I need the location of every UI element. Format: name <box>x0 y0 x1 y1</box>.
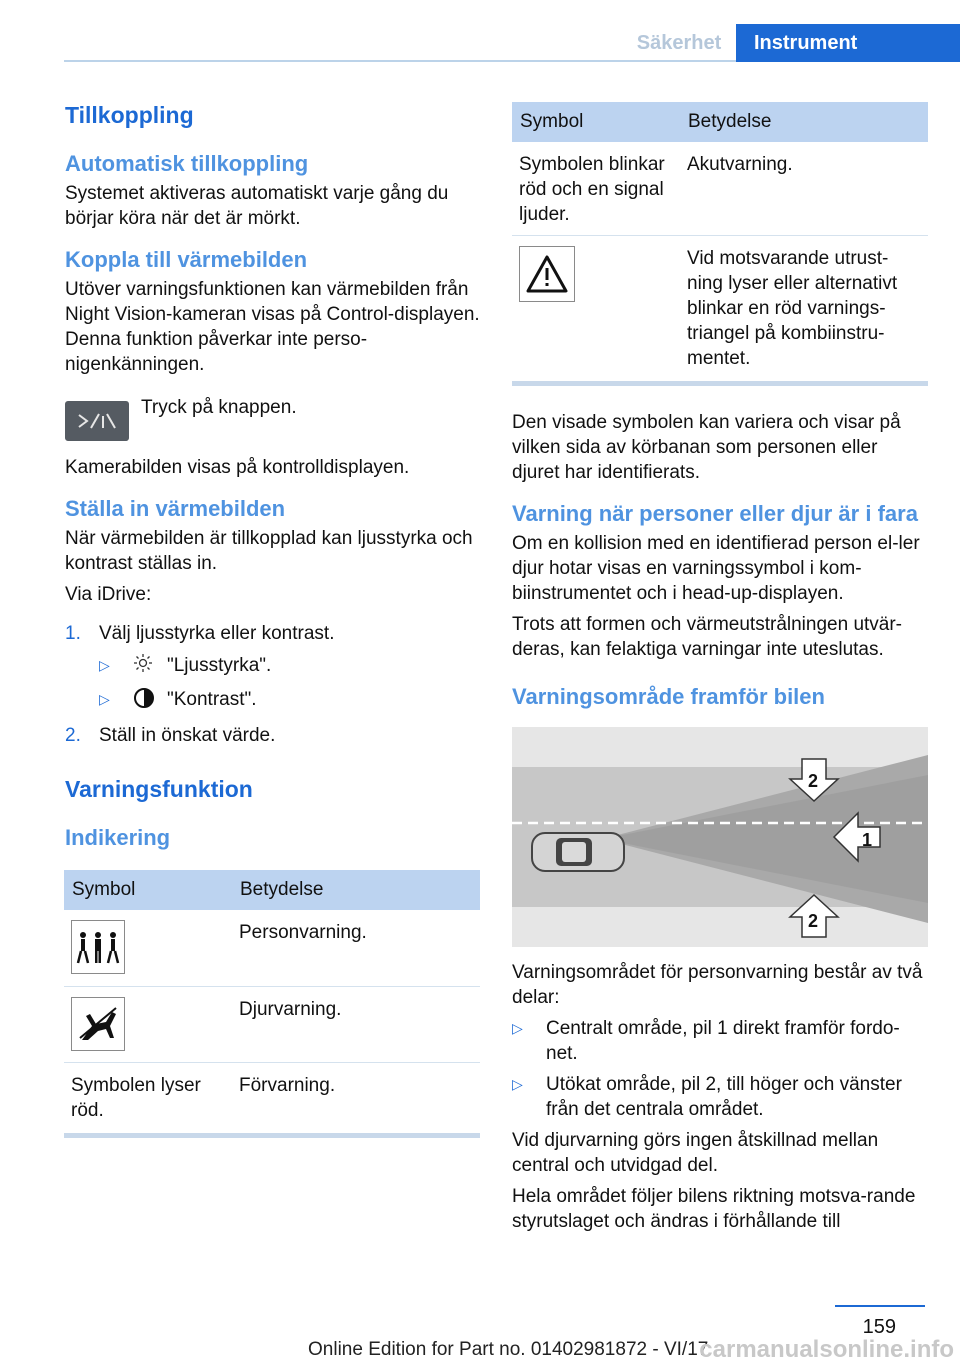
footer-rule <box>835 1305 925 1307</box>
step-text: Ställ in önskat värde. <box>99 725 276 746</box>
press-button-text: Tryck på knappen. <box>141 397 297 418</box>
right-column <box>512 102 928 1234</box>
table-header-row <box>512 102 928 142</box>
para-camera: Kamerabilden visas på kontrolldisplayen. <box>65 457 410 478</box>
meaning-prewarning: Förvarning. <box>239 1074 336 1096</box>
heading-varningsfunktion: Varningsfunktion <box>65 776 253 802</box>
list-item <box>65 621 481 646</box>
contrast-icon <box>133 687 167 716</box>
steps-list <box>65 621 481 748</box>
table-end-rule <box>64 1133 480 1138</box>
step-text: Välj ljusstyrka eller kontrast. <box>99 623 335 644</box>
para-omrade: Varningsområdet för personvarning består av två delar: <box>512 962 923 1008</box>
bullet-text: Utökat område, pil 2, till höger och vänster från det centrala området. <box>546 1074 902 1120</box>
heading-indikering: Indikering <box>65 825 171 850</box>
table-row <box>64 1062 480 1133</box>
para-stalla: När värmebilden är tillkopplad kan ljusstyrka och kontrast ställas in. <box>65 528 473 574</box>
symbol-red-text: Symbolen lyser röd. <box>71 1074 201 1121</box>
para-djur: Vid djurvarning görs ingen åtskillnad mellan central och utvidgad del. <box>512 1130 879 1176</box>
col-symbol: Symbol <box>64 870 232 910</box>
col-meaning: Betydelse <box>680 102 928 142</box>
para-fara1: Om en kollision med en identifierad person el-ler djur hotar visas en varningssymbol i kom-biinstrumentet och i head-up-displayen. <box>512 533 920 604</box>
svg-text:1: 1 <box>862 830 873 850</box>
edition-text: Online Edition for Part no. 01402981872 - VI/17 <box>308 1339 709 1360</box>
list-item <box>65 723 481 748</box>
heading-automatic: Automatisk tillkoppling <box>65 151 309 176</box>
sub-item-contrast: "Kontrast". <box>167 689 257 710</box>
col-symbol: Symbol <box>512 102 680 142</box>
list-item <box>512 1072 928 1122</box>
watermark: carmanualsonline.info <box>699 1336 954 1363</box>
svg-text:2: 2 <box>808 771 819 791</box>
symbol-table <box>512 102 928 381</box>
table-row <box>512 236 928 382</box>
para-fara2: Trots att formen och värmeutstrålningen utvär-deras, kan felaktiga varningar inte uteslutas. <box>512 614 903 660</box>
svg-text:2: 2 <box>808 911 819 931</box>
meaning-acute: Akutvarning. <box>680 142 928 236</box>
list-item <box>512 1016 928 1066</box>
para-koppla: Utöver varningsfunktionen kan värmebilden från Night Vision-kameran visas på Control-displayen. Denna funktion påverkar inte perso-nigenkänningen. <box>65 279 480 375</box>
list-item <box>65 653 481 680</box>
sub-item-brightness: "Ljusstyrka". <box>167 655 272 676</box>
active-tab[interactable]: Instrument <box>736 24 960 62</box>
list-item <box>65 687 481 716</box>
step-number: 2. <box>65 725 81 746</box>
heading-tillkoppling: Tillkoppling <box>65 102 194 128</box>
heading-fara: Varning när personer eller djur är i fara <box>512 501 918 526</box>
meaning-person: Personvarning. <box>232 910 480 986</box>
bullet-triangle-icon: ▷ <box>512 1020 523 1036</box>
button-row <box>65 395 481 441</box>
night-vision-button-icon <box>65 401 129 441</box>
person-warning-icon <box>71 920 125 974</box>
heading-koppla: Koppla till värmebilden <box>65 247 308 272</box>
table-row <box>64 986 480 1062</box>
bullet-triangle-icon: ▷ <box>99 691 110 707</box>
animal-warning-icon <box>71 997 125 1051</box>
left-column <box>65 100 481 1138</box>
heading-stalla: Ställa in värmebilden <box>65 496 286 521</box>
step-number: 1. <box>65 623 81 644</box>
car-icon <box>532 833 624 871</box>
page-number: 159 <box>862 1316 896 1338</box>
heading-omrade: Varningsområde framför bilen <box>512 684 825 709</box>
bullet-text: Centralt område, pil 1 direkt framför fordo-net. <box>546 1018 900 1064</box>
brightness-icon <box>133 653 167 680</box>
warning-triangle-icon <box>519 246 575 302</box>
section-tab[interactable]: Säkerhet <box>636 32 722 54</box>
page-header <box>0 0 960 62</box>
bullet-list <box>512 1016 928 1122</box>
col-meaning: Betydelse <box>232 870 480 910</box>
para-symbol: Den visade symbolen kan variera och visar på vilken sida av körbanan som personen eller djuret har identifierats. <box>512 412 901 483</box>
para-automatic: Systemet aktiveras automatiskt varje gång du börjar köra när det är mörkt. <box>65 183 449 229</box>
meaning-animal: Djurvarning. <box>232 986 480 1062</box>
bullet-triangle-icon: ▷ <box>512 1076 523 1092</box>
table-row <box>64 910 480 986</box>
table-header-row <box>64 870 480 910</box>
via-idrive: Via iDrive: <box>65 584 152 605</box>
table-row <box>512 142 928 236</box>
bullet-triangle-icon: ▷ <box>99 657 110 673</box>
indication-table <box>64 870 480 1133</box>
symbol-blink-text: Symbolen blinkar röd och en signal ljuder. <box>512 142 680 236</box>
table-end-rule <box>512 381 928 386</box>
meaning-triangle: Vid motsvarande utrust-ning lyser eller alternativt blinkar en röd varnings-triangel på kombiinstru-mentet. <box>687 248 898 369</box>
para-hela: Hela området följer bilens riktning motsva-rande styrutslaget och ändras i förhållande till <box>512 1186 916 1232</box>
warning-area-diagram <box>512 727 928 947</box>
